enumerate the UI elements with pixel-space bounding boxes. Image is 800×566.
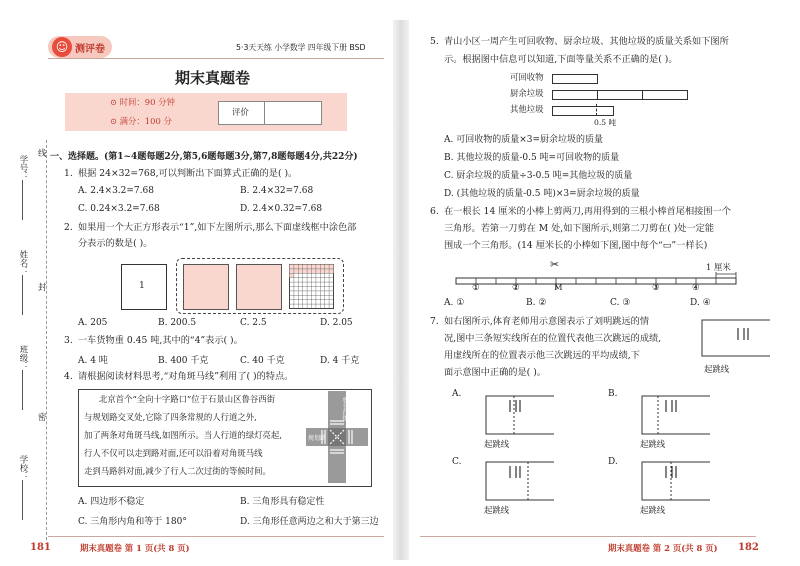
- series-header: 5·3天天练 小学数学 四年级下册 BSD: [236, 43, 366, 52]
- jump-diagram-d: [640, 460, 712, 502]
- bar-label-other: 其他垃圾: [510, 104, 544, 114]
- bar-label-recyclable: 可回收物: [510, 72, 544, 82]
- passage-line-2: 与规划路交叉处,它除了四条常规的人行道之外,: [84, 412, 257, 422]
- passage-line-5: 走到马路斜对面,减少了行人二次过街的等候时间。: [84, 466, 271, 476]
- q6-option-d: D. ④: [690, 298, 711, 308]
- side-line-class: [22, 370, 23, 410]
- side-mark-secret: 密: [38, 412, 47, 422]
- jump-diagram-a: [484, 394, 556, 436]
- q2-option-d: D. 2.05: [320, 318, 353, 328]
- q6-option-a: A. ①: [444, 298, 465, 308]
- jump-label-b: 起跳线: [640, 439, 666, 449]
- left-page-number: 181: [30, 542, 51, 553]
- bar-other-extra-line: [596, 104, 597, 116]
- q2-stem-line2: 分表示的数是( )。: [78, 238, 153, 249]
- q5-stem-line1: 青山小区一周产生可回收物、厨余垃圾、其他垃圾的质量关系如下图所: [444, 36, 729, 47]
- q2-stem-line1: 如果用一个大正方形表示“1”,如下左图所示,那么下面虚线框中涂色部: [78, 222, 357, 233]
- ruler-point-1: ①: [472, 282, 480, 292]
- q7-stem-line2: 况,图中三条短实线所在的位置代表他三次跳远的成绩,: [444, 333, 662, 344]
- q7-option-c-letter: C.: [452, 457, 462, 467]
- q4-option-a: A. 四边形不稳定: [78, 497, 145, 507]
- q5-stem-line2: 示。根据图中信息可以知道,下面等量关系不正确的是( )。: [444, 54, 678, 65]
- q2-option-c: C. 2.5: [240, 318, 267, 328]
- q6-stem-line1: 在一根长 14 厘米的小棒上剪两刀,再用得到的三根小棒首尾相接围一个: [444, 206, 731, 217]
- q5-option-c: C. 厨余垃圾的质量÷3-0.5 吨=其他垃圾的质量: [444, 171, 633, 181]
- q3-number: 3.: [64, 335, 73, 346]
- jump-label-a: 起跳线: [484, 439, 510, 449]
- side-line-name: [22, 275, 23, 315]
- q5-option-a: A. 可回收物的质量×3=厨余垃圾的质量: [444, 135, 604, 145]
- section-title: 一、选择题。(第1~4题每题2分,第5,6题每题3分,第7,8题每题4分,共22分): [50, 152, 358, 162]
- bar-recyclable: [552, 74, 598, 84]
- side-line-student-id: [22, 180, 23, 220]
- crossing-label-street: 鲁谷西街: [341, 397, 348, 421]
- shaded-square-2: [236, 264, 282, 310]
- bar-other: [552, 106, 614, 116]
- badge-label: 测评卷: [75, 44, 105, 55]
- left-footer-text: 期末真题卷 第 1 页(共 8 页): [80, 543, 190, 553]
- q6-stem-line2: 三角形。若第一刀剪在 M 处,如下图所示,则第二刀剪在( )处一定能: [444, 223, 715, 234]
- passage-line-4: 行人不仅可以走到路对面,还可以沿着对角斑马线: [84, 448, 263, 458]
- side-field-name: 姓名：: [19, 250, 29, 276]
- q4-option-b: B. 三角形具有稳定性: [240, 497, 325, 507]
- q3-option-c: C. 40 千克: [240, 356, 285, 366]
- side-mark-line: 线: [38, 148, 47, 158]
- eval-label: 评价: [232, 107, 249, 117]
- left-footer-rule: [48, 536, 384, 537]
- q3-option-b: B. 400 千克: [158, 356, 209, 366]
- q3-option-d: D. 4 千克: [320, 356, 360, 366]
- shaded-square-1: [183, 264, 229, 310]
- jump-label-reference: 起跳线: [704, 364, 730, 374]
- bar-kitchen: [552, 90, 688, 100]
- ruler-point-4: ④: [692, 282, 700, 292]
- jump-diagram-reference: [700, 318, 772, 358]
- bar-label-kitchen: 厨余垃圾: [510, 88, 544, 98]
- binding-line: [46, 140, 47, 540]
- right-page-number: 182: [738, 542, 759, 553]
- side-line-school: [22, 480, 23, 520]
- q6-option-c: C. ③: [610, 298, 631, 308]
- q7-option-d-letter: D.: [608, 457, 618, 467]
- q7-option-a-letter: A.: [452, 389, 462, 399]
- bar-note: 0.5 吨: [594, 118, 617, 127]
- q2-option-b: B. 200.5: [158, 318, 197, 328]
- q5-option-b: B. 其他垃圾的质量-0.5 吨=可回收物的质量: [444, 153, 620, 163]
- q6-option-b: B. ②: [526, 298, 547, 308]
- crossing-label-road: 规划路: [308, 435, 327, 442]
- q4-option-c: C. 三角形内角和等于 180°: [78, 517, 187, 527]
- q3-stem: 一车货物重 0.45 吨,其中的“4”表示( )。: [78, 335, 243, 346]
- q6-stem-line3: 围成一个三角形。(14 厘米长的小棒如下图,图中每个“▭”一样长): [444, 240, 708, 251]
- q7-stem-line1: 如右图所示,体育老师用示意图表示了刘明跳远的情: [444, 316, 650, 327]
- side-field-class: 班级：: [19, 345, 29, 371]
- side-field-school: 学校：: [19, 455, 29, 481]
- q2-number: 2.: [64, 222, 73, 233]
- grid-square: [289, 264, 335, 310]
- q7-option-b-letter: B.: [608, 389, 618, 399]
- q1-option-a: A. 2.4×3.2=7.68: [78, 186, 154, 196]
- q1-option-b: B. 2.4×32=7.68: [240, 186, 314, 196]
- q1-option-d: D. 2.4×0.32=7.68: [240, 204, 323, 214]
- ruler-point-3: ③: [652, 282, 660, 292]
- jump-label-d: 起跳线: [640, 505, 666, 515]
- right-footer-rule: [420, 536, 756, 537]
- q5-option-d: D. (其他垃圾的质量-0.5 吨)×3=厨余垃圾的质量: [444, 189, 640, 199]
- scissors-icon: ✂: [550, 258, 560, 271]
- q7-stem-line3: 用虚线所在的位置表示他三次跳远的平均成绩,下: [444, 350, 640, 361]
- right-footer-text: 期末真题卷 第 2 页(共 8 页): [608, 543, 718, 553]
- q5-number: 5.: [430, 36, 439, 47]
- q4-stem: 请根据阅读材料思考,“对角斑马线”利用了( )的特点。: [78, 371, 294, 382]
- ruler-note: 1 厘米: [706, 262, 731, 272]
- q4-option-d: D. 三角形任意两边之和大于第三边: [240, 517, 379, 527]
- exam-title: 期末真题卷: [175, 69, 251, 87]
- q1-option-c: C. 0.24×3.2=7.68: [78, 204, 160, 214]
- side-field-student-id: 学号：: [19, 155, 29, 181]
- q6-number: 6.: [430, 206, 439, 217]
- q2-option-a: A. 205: [78, 318, 108, 328]
- passage-line-3: 加了两条对角斑马线,如图所示。当人行道的绿灯亮起,: [84, 430, 282, 440]
- q7-stem-line4: 面示意图中正确的是( )。: [444, 367, 546, 378]
- page-gutter: [393, 20, 409, 560]
- ruler-point-2: ②: [512, 282, 520, 292]
- q4-number: 4.: [64, 371, 73, 382]
- q3-option-a: A. 4 吨: [78, 356, 108, 366]
- header-rule: [48, 58, 384, 59]
- jump-label-c: 起跳线: [484, 505, 510, 515]
- passage-line-1: 北京首个“全向十字路口”位于石景山区鲁谷西街: [99, 394, 276, 404]
- badge-icon: ☺: [52, 37, 72, 57]
- side-mark-seal: 封: [38, 282, 47, 292]
- q7-number: 7.: [430, 316, 439, 327]
- jump-diagram-c: [484, 460, 556, 502]
- ruler-point-m: M: [554, 282, 563, 292]
- time-label: ⊙ 时间：90 分钟: [110, 97, 175, 107]
- eval-divider: [264, 101, 265, 125]
- unit-square-label: 1: [139, 280, 145, 291]
- jump-diagram-b: [640, 394, 712, 436]
- q1-number: 1.: [64, 168, 73, 179]
- q1-stem: 根据 24×32=768,可以判断出下面算式正确的是( )。: [78, 168, 298, 179]
- score-label: ⊙ 满分：100 分: [110, 116, 172, 126]
